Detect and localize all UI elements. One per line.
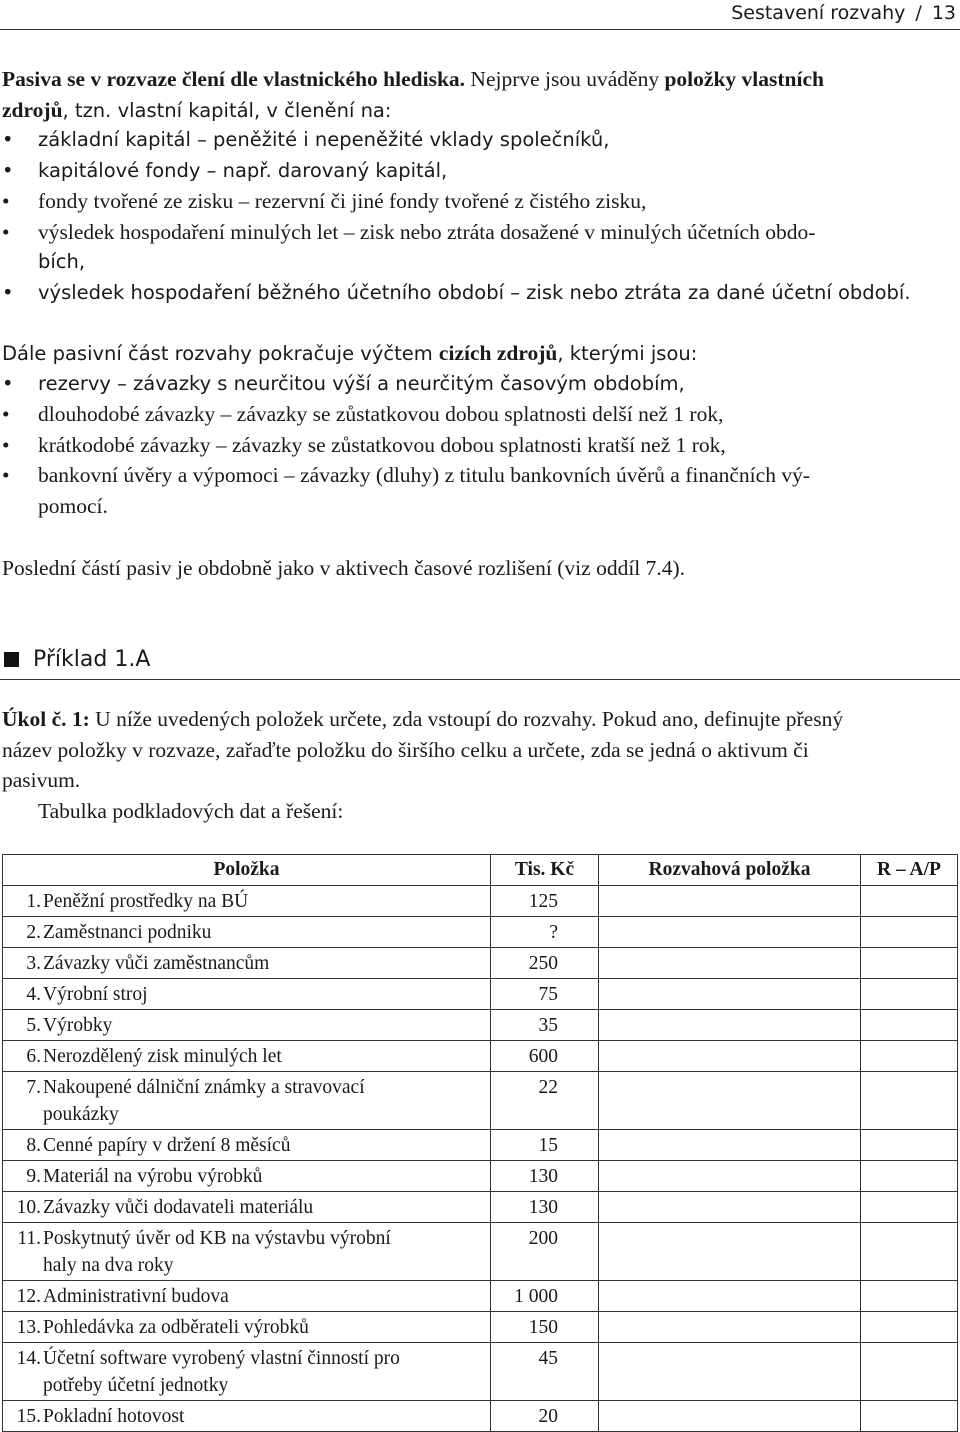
cell-item	[3, 1281, 491, 1312]
paragraph-line	[2, 338, 958, 369]
running-head	[0, 0, 960, 30]
table-row	[3, 1312, 958, 1343]
item-wrap	[9, 981, 490, 1008]
example-heading	[0, 643, 960, 680]
item-wrap	[9, 1225, 490, 1279]
row-number: 12.	[16, 1286, 41, 1307]
item-text: Poskytnutý úvěr od KB na výstavbu výrobní	[43, 1228, 391, 1249]
item-text: poukázky	[43, 1104, 119, 1125]
table-body	[3, 886, 958, 1432]
cell-balance-item[interactable]	[599, 917, 861, 948]
cell-value: 125	[491, 886, 599, 917]
cell-balance-item[interactable]	[599, 1312, 861, 1343]
item-wrap	[9, 1163, 490, 1190]
cell-value: 250	[491, 948, 599, 979]
data-table	[2, 854, 958, 1432]
intro-text: Dále pasivní část rozvahy pokračuje výčtem	[2, 342, 439, 365]
page-number: 13	[931, 2, 956, 24]
bullet-icon: •	[2, 371, 14, 395]
cell-ra[interactable]	[861, 979, 958, 1010]
row-number: 2.	[26, 922, 41, 943]
item-wrap	[9, 1194, 490, 1221]
table-header-row	[3, 855, 958, 886]
bullet-text: fondy tvořené ze zisku – rezervní či jiné fondy tvořené z čistého zisku,	[38, 189, 647, 213]
table-row	[3, 1343, 958, 1401]
table-row	[3, 917, 958, 948]
bullet-icon: •	[2, 463, 10, 487]
bullet-text: krátkodobé závazky – závazky se zůstatkovou dobou splatnosti kratší než 1 rok,	[38, 432, 726, 457]
table-row	[3, 1130, 958, 1161]
bullet-icon: •	[2, 432, 10, 457]
bold-term: položky vlastních	[664, 67, 824, 91]
item-wrap	[9, 1132, 490, 1159]
item-text: Výrobní stroj	[43, 984, 148, 1005]
table-row	[3, 1161, 958, 1192]
cell-item	[3, 917, 491, 948]
item-text: Účetní software vyrobený vlastní činností pro	[43, 1348, 400, 1369]
task-label: Úkol č. 1:	[2, 707, 90, 731]
cell-item	[3, 1072, 491, 1130]
item-text: haly na dva roky	[43, 1255, 174, 1276]
cell-value: 130	[491, 1161, 599, 1192]
bullet-item	[2, 217, 958, 248]
row-number: 15.	[16, 1406, 41, 1427]
item-wrap	[9, 1403, 490, 1430]
bullet-continuation: bích,	[38, 250, 86, 273]
cell-item	[3, 1401, 491, 1432]
header-item: Položka	[3, 855, 491, 886]
bullet-icon: •	[2, 219, 10, 244]
cell-item	[3, 1223, 491, 1281]
item-text: Zaměstnanci podniku	[43, 922, 212, 943]
task-text	[2, 704, 958, 826]
cell-balance-item[interactable]	[599, 1041, 861, 1072]
item-text: Materiál na výrobu výrobků	[43, 1166, 263, 1187]
row-number: 14.	[16, 1348, 41, 1369]
bullet-icon: •	[2, 158, 14, 182]
cell-balance-item[interactable]	[599, 979, 861, 1010]
table-row	[3, 979, 958, 1010]
bullet-item	[2, 399, 958, 430]
paragraph-line	[2, 64, 958, 95]
paragraph-line: Poslední částí pasiv je obdobně jako v aktivech časové rozlišení (viz oddíl 7.4).	[2, 556, 686, 580]
bullet-icon: •	[2, 280, 14, 304]
cell-value: 150	[491, 1312, 599, 1343]
item-text: potřeby účetní jednotky	[43, 1375, 229, 1396]
cell-item	[3, 1343, 491, 1401]
cell-item	[3, 1192, 491, 1223]
cell-ra[interactable]	[861, 1192, 958, 1223]
bullet-text: rezervy – závazky s neurčitou výší a neurčitým časovým obdobím,	[38, 371, 685, 395]
item-wrap	[9, 888, 490, 915]
cell-balance-item[interactable]	[599, 1010, 861, 1041]
cell-balance-item[interactable]	[599, 1343, 861, 1401]
item-text: Pokladní hotovost	[43, 1406, 185, 1427]
cell-item	[3, 1161, 491, 1192]
square-bullet-icon	[4, 652, 19, 667]
cell-ra[interactable]	[861, 1130, 958, 1161]
bullet-text: základní kapitál – peněžité i nepeněžité vklady společníků,	[38, 128, 610, 151]
cell-ra[interactable]	[861, 1312, 958, 1343]
table-row	[3, 1010, 958, 1041]
table-row	[3, 948, 958, 979]
bullet-text: dlouhodobé závazky – závazky se zůstatkovou dobou splatnosti delší než 1 rok,	[38, 402, 724, 426]
cell-value: 200	[491, 1223, 599, 1281]
paragraph-liabilities	[2, 338, 958, 521]
cell-value: 130	[491, 1192, 599, 1223]
item-text: Cenné papíry v držení 8 měsíců	[43, 1135, 291, 1156]
bullet-text: bankovní úvěry a výpomoci – závazky (dluhy) z titulu bankovních úvěrů a finančních vý-	[38, 463, 810, 487]
table-row	[3, 1401, 958, 1432]
row-number: 3.	[26, 953, 41, 974]
bullet-icon: •	[2, 402, 10, 426]
cell-balance-item[interactable]	[599, 948, 861, 979]
row-number: 8.	[26, 1135, 41, 1156]
paragraph-line	[2, 95, 958, 126]
cell-balance-item[interactable]	[599, 1281, 861, 1312]
item-text: Závazky vůči zaměstnancům	[43, 953, 270, 974]
row-number: 9.	[26, 1166, 41, 1187]
bullet-item	[2, 278, 958, 309]
line2-rest: , tzn. vlastní kapitál, v členění na:	[62, 98, 392, 122]
row-number: 1.	[26, 891, 41, 912]
section-title: Sestavení rozvahy	[731, 2, 906, 24]
item-wrap	[9, 1043, 490, 1070]
cell-balance-item[interactable]	[599, 1401, 861, 1432]
cell-ra[interactable]	[861, 917, 958, 948]
bullet-item	[2, 460, 958, 491]
cell-item	[3, 1130, 491, 1161]
header-value: Tis. Kč	[491, 855, 599, 886]
item-wrap	[9, 1074, 490, 1128]
row-number: 13.	[16, 1317, 41, 1338]
bullet-text: výsledek hospodaření běžného účetního období – zisk nebo ztráta za dané účetní období.	[38, 280, 911, 304]
table-caption: Tabulka podkladových dat a řešení:	[38, 798, 344, 823]
table-row	[3, 1281, 958, 1312]
paragraph-equity	[2, 64, 958, 308]
bullet-text: kapitálové fondy – např. darovaný kapitál,	[38, 158, 448, 182]
cell-value: 600	[491, 1041, 599, 1072]
cell-ra[interactable]	[861, 1072, 958, 1130]
item-wrap	[9, 1345, 490, 1399]
bullet-item	[2, 156, 958, 187]
cell-value: 20	[491, 1401, 599, 1432]
cell-balance-item[interactable]	[599, 1072, 861, 1130]
cell-ra[interactable]	[861, 948, 958, 979]
cell-value: ?	[491, 917, 599, 948]
cell-ra[interactable]	[861, 1281, 958, 1312]
cell-balance-item[interactable]	[599, 1130, 861, 1161]
table-row	[3, 1072, 958, 1130]
cell-item	[3, 948, 491, 979]
cell-item	[3, 1041, 491, 1072]
item-text: Nerozdělený zisk minulých let	[43, 1046, 282, 1067]
cell-item	[3, 979, 491, 1010]
item-wrap	[9, 950, 490, 977]
cell-balance-item[interactable]	[599, 1192, 861, 1223]
row-number: 5.	[26, 1015, 41, 1036]
intro-end: , kterými jsou:	[557, 342, 698, 365]
task-line: název položky v rozvaze, zařaďte položku do širšího celku a určete, zda se jedná o aktivum či	[2, 737, 809, 762]
cell-ra[interactable]	[861, 1401, 958, 1432]
header-balance-item: Rozvahová položka	[599, 855, 861, 886]
cell-ra[interactable]	[861, 1161, 958, 1192]
item-text: Nakoupené dálniční známky a stravovací	[43, 1077, 365, 1098]
paragraph-accruals	[2, 553, 958, 584]
bold-intro: Pasiva se v rozvaze člení dle vlastnického hlediska.	[2, 67, 466, 91]
table-row	[3, 1223, 958, 1281]
cell-value: 35	[491, 1010, 599, 1041]
cell-ra[interactable]	[861, 1010, 958, 1041]
item-wrap	[9, 919, 490, 946]
item-wrap	[9, 1283, 490, 1310]
header-ra: R – A/P	[861, 855, 958, 886]
task-line: U níže uvedených položek určete, zda vstoupí do rozvahy. Pokud ano, definujte přesný	[89, 707, 844, 731]
cell-value: 45	[491, 1343, 599, 1401]
table-row	[3, 1041, 958, 1072]
cell-item	[3, 1312, 491, 1343]
bullet-icon: •	[2, 128, 14, 151]
cell-ra[interactable]	[861, 1223, 958, 1281]
item-text: Výrobky	[43, 1015, 113, 1036]
bullet-item	[2, 430, 958, 461]
table-row	[3, 1192, 958, 1223]
cell-balance-item[interactable]	[599, 1223, 861, 1281]
paragraph-line	[2, 704, 958, 735]
intro-rest: Nejprve jsou uváděny	[465, 67, 665, 91]
header-separator: /	[915, 2, 922, 24]
cell-item	[3, 1010, 491, 1041]
item-wrap	[9, 1012, 490, 1039]
row-number: 11.	[17, 1228, 41, 1249]
row-number: 4.	[26, 984, 41, 1005]
cell-ra[interactable]	[861, 886, 958, 917]
bullet-continuation: pomocí.	[38, 493, 108, 518]
example-title: Příklad 1.A	[33, 647, 151, 672]
bold-term-cont: zdrojů	[2, 97, 63, 122]
item-text: Pohledávka za odběrateli výrobků	[43, 1317, 309, 1338]
bullet-text: výsledek hospodaření minulých let – zisk nebo ztráta dosažené v minulých účetních obdo-	[38, 219, 816, 244]
bullet-item	[2, 125, 958, 156]
item-wrap	[9, 1314, 490, 1341]
bullet-item	[2, 369, 958, 400]
cell-value: 22	[491, 1072, 599, 1130]
cell-ra[interactable]	[861, 1041, 958, 1072]
cell-ra[interactable]	[861, 1343, 958, 1401]
table-row	[3, 886, 958, 917]
cell-value: 15	[491, 1130, 599, 1161]
item-text: Administrativní budova	[43, 1286, 229, 1307]
row-number: 6.	[26, 1046, 41, 1067]
cell-value: 75	[491, 979, 599, 1010]
row-number: 10.	[16, 1197, 41, 1218]
bold-term: cizích zdrojů	[438, 341, 558, 365]
cell-item	[3, 886, 491, 917]
item-text: Peněžní prostředky na BÚ	[43, 891, 249, 912]
task-line: pasivum.	[2, 768, 81, 792]
item-text: Závazky vůči dodavateli materiálu	[43, 1197, 314, 1218]
bullet-icon: •	[2, 189, 10, 213]
cell-balance-item[interactable]	[599, 1161, 861, 1192]
row-number: 7.	[26, 1077, 41, 1098]
bullet-item	[2, 186, 958, 217]
cell-balance-item[interactable]	[599, 886, 861, 917]
cell-value: 1 000	[491, 1281, 599, 1312]
